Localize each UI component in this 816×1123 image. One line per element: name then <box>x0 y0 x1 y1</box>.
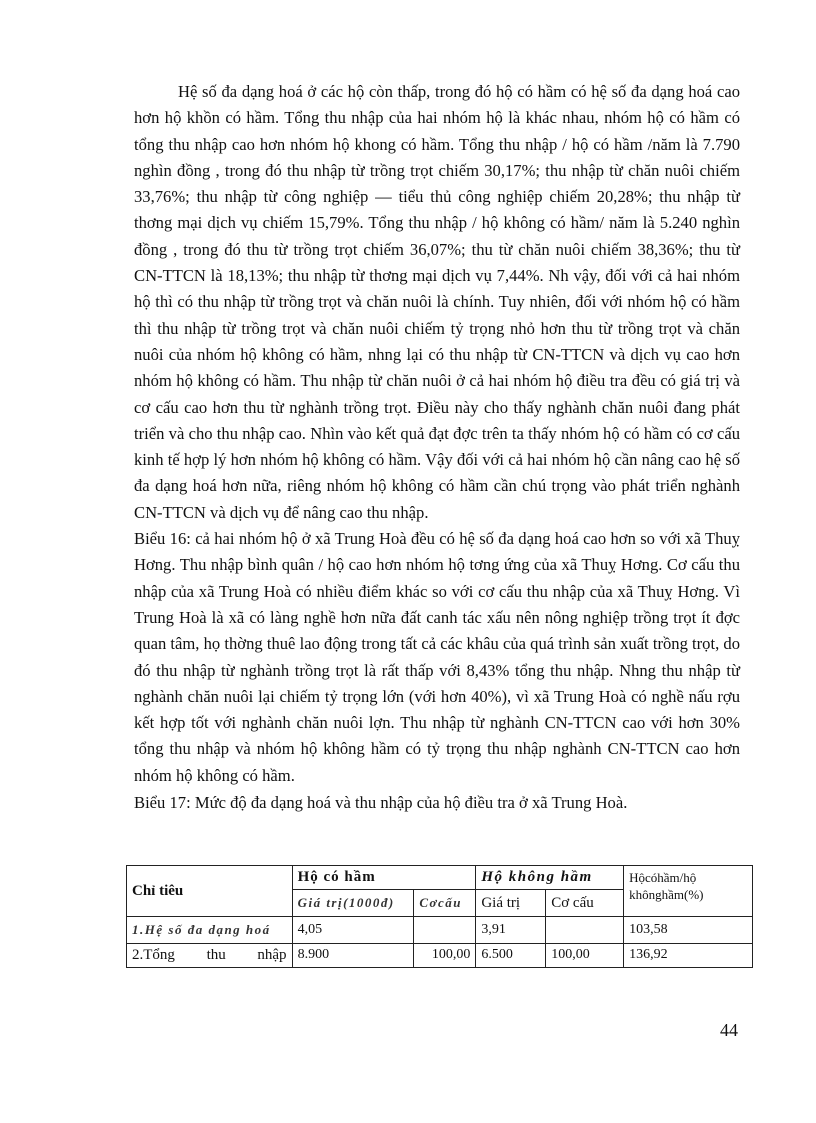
cell-value: 8.900 <box>292 944 414 968</box>
cell-share <box>546 917 624 944</box>
cell-share <box>414 917 476 944</box>
cell-value: 6.500 <box>476 944 546 968</box>
page-number: 44 <box>720 1020 738 1040</box>
row-label: 1.Hệ số đa dạng hoá <box>127 917 293 944</box>
header-ho-khong-ham: Hộ không hầm <box>476 866 624 890</box>
paragraph-2: Biểu 16: cả hai nhóm hộ ở xã Trung Hoà đều có hệ số đa dạng hoá cao hơn so với xã Thuỵ Hơng. Thu nhập bình quân / hộ cao hơn nhóm hộ tơng ứng của xã Thuỵ Hơng. Cơ cấu thu nhập của xã Trung Hoà có nhiều điểm khác so với cơ cấu thu nhập của xã Thuỵ Hơng. Vì Trung Hoà là xã có làng nghề hơn nữa đất canh tác xấu nên nông nghiệp trồng trọt ít đợc quan tâm, họ thờng thuê lao động trong tất cả các khâu của quá trình sản xuất trồng trọt, do đó thu nhập từ nghành trồng trọt là rất thấp với 8,43% tổng thu nhập. Nhng thu nhập từ nghành chăn nuôi lại chiếm tỷ trọng lớn (với hơn 40%), vì xã Trung Hoà có nghề nấu rợu kết hợp tốt với nghành chăn nuôi lợn. Thu nhập từ nghành CN-TTCN cao với hơn 30% tổng thu nhập và nhóm hộ không hầm có tỷ trọng thu nhập nghành CN-TTCN cao hơn nhóm hộ không có hầm. <box>134 529 740 785</box>
header-ho-co-ham: Hộ có hầm <box>292 866 476 890</box>
body-text <box>134 79 740 815</box>
cell-share: 100,00 <box>414 944 476 968</box>
header-co-cau-2: Cơ cấu <box>546 890 624 917</box>
header-chi-tieu: Chỉ tiêu <box>127 866 293 917</box>
header-ratio: Hộcóhầm/hộ khônghầm(%) <box>624 866 753 917</box>
table-row <box>127 917 753 944</box>
cell-ratio: 136,92 <box>624 944 753 968</box>
table-header-row <box>127 866 753 890</box>
row-label: 2.Tổng thu nhập <box>127 944 293 968</box>
table-caption: Biểu 17: Mức độ đa dạng hoá và thu nhập của hộ điều tra ở xã Trung Hoà. <box>134 793 628 813</box>
header-co-cau-1: Cơcấu <box>414 890 476 917</box>
cell-share: 100,00 <box>546 944 624 968</box>
header-gia-tri-1: Giá trị(1000đ) <box>292 890 414 917</box>
cell-value: 4,05 <box>292 917 414 944</box>
header-gia-tri-2: Giá trị <box>476 890 546 917</box>
data-table <box>126 865 753 968</box>
cell-ratio: 103,58 <box>624 917 753 944</box>
cell-value: 3,91 <box>476 917 546 944</box>
paragraph-1: Hệ số đa dạng hoá ở các hộ còn thấp, trong đó hộ có hầm có hệ số đa dạng hoá cao hơn hộ khồn có hầm. Tổng thu nhập của hai nhóm hộ là khác nhau, nhóm hộ có hầm có tổng thu nhập cao hơn nhóm hộ khong có hầm. Tổng thu nhập / hộ có hầm /năm là 7.790 nghìn đồng , trong đó thu nhập từ trồng trọt chiếm 30,17%; thu nhập từ chăn nuôi chiếm 33,76%; thu nhập từ công nghiệp — tiểu thủ công nghiệp chiếm 20,28%; thu nhập từ thơng mại dịch vụ chiếm 15,79%. Tổng thu nhập / hộ không có hầm/ năm là 5.240 nghìn đồng , trong đó thu từ trồng trọt chiếm 36,07%; thu từ chăn nuôi chiếm 38,36%; thu từ CN-TTCN là 18,13%; thu nhập từ thơng mại dịch vụ 7,44%. Nh vậy, đối với cả hai nhóm hộ thì có thu nhập từ trồng trọt và chăn nuôi là chính. Tuy nhiên, đối với nhóm hộ có hầm thì thu nhập từ trồng trọt và chăn nuôi chiếm tỷ trọng nhỏ hơn thu từ trồng trọt và chăn nuôi của nhóm hộ không có hầm, nhng lại có thu nhập từ CN-TTCN và dịch vụ cao hơn nhóm hộ không có hầm. Thu nhập từ chăn nuôi ở cả hai nhóm hộ điều tra đều có giá trị và cơ cấu cao hơn thu từ nghành trồng trọt. Điều này cho thấy nghành chăn nuôi đang phát triển và cho thu nhập cao. Nhìn vào kết quả đạt đợc trên ta thấy nhóm hộ có hầm có cơ cấu kinh tế hợp lý hơn nhóm hộ không có hầm. Vậy đối với cả hai nhóm hộ cần nâng cao hệ số đa dạng hoá hơn nữa, riêng nhóm hộ không có hầm cần chú trọng vào phát triển nghành CN-TTCN và dịch vụ để nâng cao thu nhập. <box>134 82 740 522</box>
table-row <box>127 944 753 968</box>
